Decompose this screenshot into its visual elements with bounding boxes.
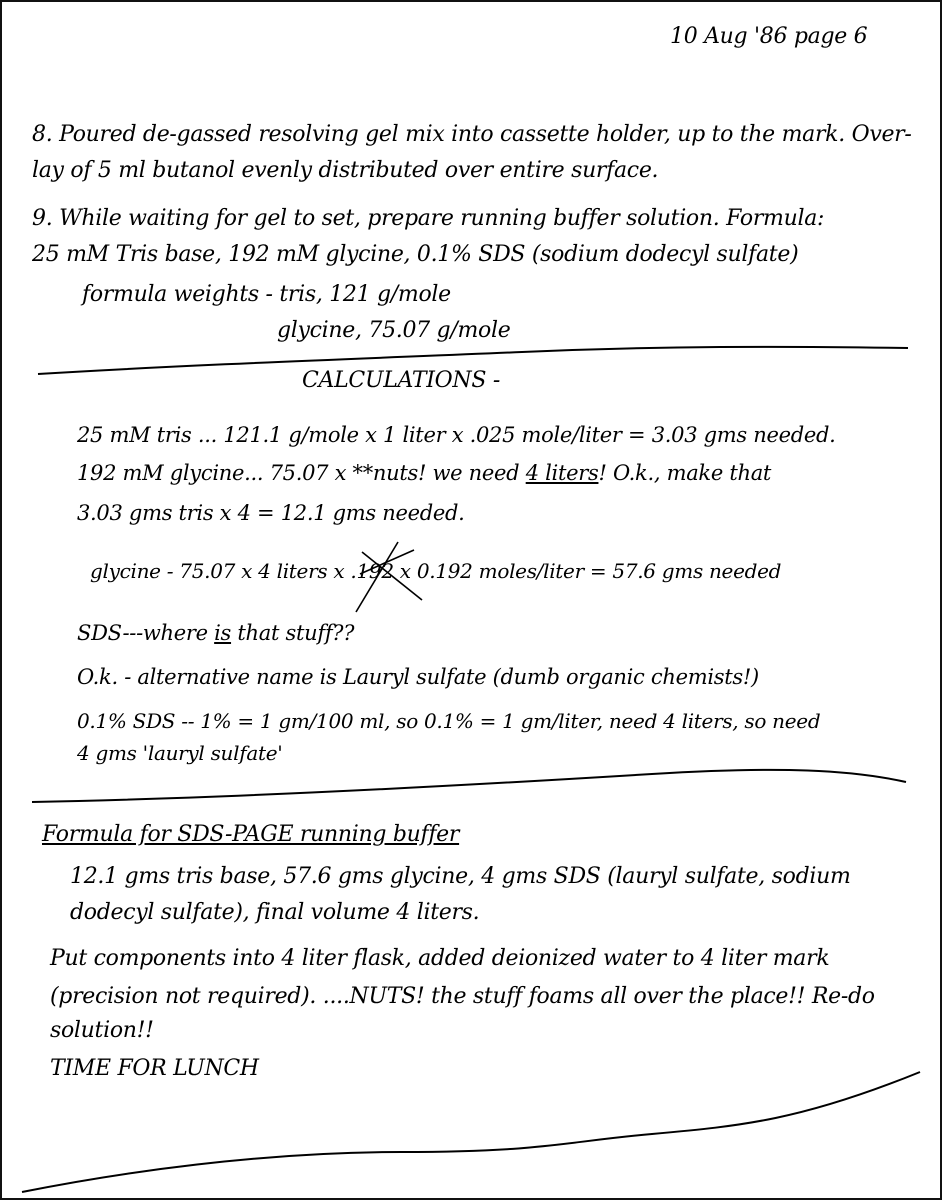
calc-line-7: 0.1% SDS -- 1% = 1 gm/100 ml, so 0.1% = 1 gm/liter, need 4 liters, so need xyxy=(77,709,821,733)
step-9-line-1: 9. While waiting for gel to set, prepare running buffer solution. Formula: xyxy=(32,206,825,231)
step-9-line-4: glycine, 75.07 g/mole xyxy=(277,318,511,343)
date-page-header: 10 Aug '86 page 6 xyxy=(670,24,868,49)
final-line-4: TIME FOR LUNCH xyxy=(50,1056,259,1081)
divider-line-2 xyxy=(32,770,906,802)
final-line-3: solution!! xyxy=(50,1018,154,1043)
step-8-line-1: 8. Poured de-gassed resolving gel mix into cassette holder, up to the mark. Over- xyxy=(32,122,912,147)
calc-line-5: SDS---where is that stuff?? xyxy=(77,621,355,645)
calc-line-3: 3.03 gms tris x 4 = 12.1 gms needed. xyxy=(77,501,465,525)
final-line-2: (precision not required). ....NUTS! the stuff foams all over the place!! Re-do xyxy=(50,984,875,1009)
calc-line-1: 25 mM tris ... 121.1 g/mole x 1 liter x .025 mole/liter = 3.03 gms needed. xyxy=(77,423,836,447)
step-9-line-2: 25 mM Tris base, 192 mM glycine, 0.1% SDS (sodium dodecyl sulfate) xyxy=(32,242,799,267)
calculations-heading: CALCULATIONS - xyxy=(302,368,500,393)
strike-through-marks xyxy=(356,542,422,612)
hand-drawn-lines xyxy=(2,2,942,1202)
four-liters-underlined: 4 liters xyxy=(525,461,599,485)
formula-line-2: dodecyl sulfate), final volume 4 liters. xyxy=(70,900,480,925)
calc-line-8: 4 gms 'lauryl sulfate' xyxy=(77,741,283,765)
step-9-line-3: formula weights - tris, 121 g/mole xyxy=(82,282,451,307)
formula-heading: Formula for SDS-PAGE running buffer xyxy=(42,822,460,847)
calc-line-4: glycine - 75.07 x 4 liters x .192 x 0.192 moles/liter = 57.6 gms needed xyxy=(90,559,782,583)
final-line-1: Put components into 4 liter flask, added deionized water to 4 liter mark xyxy=(50,946,830,971)
calc-line-6: O.k. - alternative name is Lauryl sulfate (dumb organic chemists!) xyxy=(77,665,759,689)
divider-line-1 xyxy=(38,347,908,374)
calc-line-2: 192 mM glycine... 75.07 x **nuts! we need 4 liters! O.k., make that xyxy=(77,461,772,485)
divider-line-3 xyxy=(22,1072,920,1192)
formula-line-1: 12.1 gms tris base, 57.6 gms glycine, 4 gms SDS (lauryl sulfate, sodium xyxy=(70,864,851,889)
step-8-line-2: lay of 5 ml butanol evenly distributed over entire surface. xyxy=(32,158,659,183)
struck-out-text: x .192 xyxy=(333,559,394,583)
